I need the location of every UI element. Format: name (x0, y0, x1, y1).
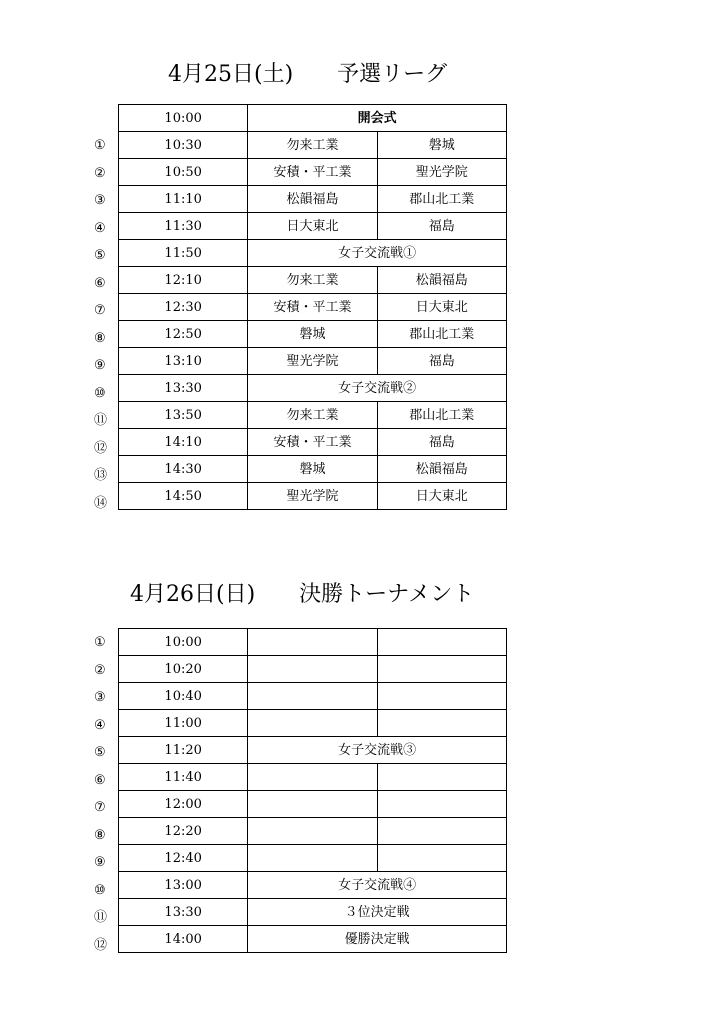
table-row (119, 926, 507, 953)
team-a: 勿来工業 (248, 267, 377, 294)
match-number: ③ (94, 690, 106, 705)
table-row (119, 456, 507, 483)
team-b (377, 629, 506, 656)
match-number: ⑧ (94, 827, 106, 843)
match-number: ⑩ (94, 385, 106, 401)
table-row (119, 186, 507, 213)
match-number: ⑨ (94, 855, 106, 870)
team-a (248, 683, 377, 710)
table-row (119, 764, 507, 791)
day1-title: 4月25日(土) 予選リーグ (168, 62, 448, 87)
match-number: ⑪ (94, 910, 108, 925)
match-time: 11:40 (119, 764, 248, 791)
table-row (119, 294, 507, 321)
match-time: 13:00 (119, 872, 248, 899)
team-b (377, 791, 506, 818)
team-a (248, 710, 377, 737)
table-row (119, 321, 507, 348)
table-row (119, 213, 507, 240)
match-number: ① (94, 138, 106, 153)
match-number: ⑫ (94, 440, 108, 456)
team-a: 松韻福島 (248, 186, 377, 213)
table-row (119, 683, 507, 710)
team-a: 聖光学院 (248, 348, 377, 375)
team-a: 聖光学院 (248, 483, 377, 510)
team-b (377, 764, 506, 791)
team-a (248, 791, 377, 818)
match-time: 12:40 (119, 845, 248, 872)
team-a (248, 845, 377, 872)
match-time: 10:40 (119, 683, 248, 710)
match-time: 10:50 (119, 159, 248, 186)
match-event: ３位決定戦 (248, 899, 507, 926)
team-a: 安積・平工業 (248, 429, 377, 456)
match-event: 女子交流戦③ (248, 737, 507, 764)
team-b: 日大東北 (377, 294, 506, 321)
team-b (377, 710, 506, 737)
match-time: 10:30 (119, 132, 248, 159)
match-time: 11:50 (119, 240, 248, 267)
team-b: 聖光学院 (377, 159, 506, 186)
team-b: 福島 (377, 348, 506, 375)
match-time: 14:30 (119, 456, 248, 483)
match-number: ⑩ (94, 882, 106, 898)
team-a: 磐城 (248, 456, 377, 483)
table-row (119, 348, 507, 375)
match-number: ⑥ (94, 772, 106, 788)
team-a: 安積・平工業 (248, 294, 377, 321)
match-number: ⑦ (94, 303, 106, 318)
team-b: 郡山北工業 (377, 402, 506, 429)
table-row (119, 791, 507, 818)
table-row (119, 240, 507, 267)
table-row (119, 483, 507, 510)
match-time: 13:50 (119, 402, 248, 429)
table-row (119, 737, 507, 764)
team-a: 安積・平工業 (248, 159, 377, 186)
match-time: 12:50 (119, 321, 248, 348)
table-row (119, 818, 507, 845)
match-event: 女子交流戦② (248, 375, 507, 402)
team-a (248, 629, 377, 656)
table-row (119, 402, 507, 429)
match-time: 13:10 (119, 348, 248, 375)
match-time: 14:00 (119, 926, 248, 953)
match-number: ② (94, 662, 106, 678)
match-number: ② (94, 165, 106, 181)
table-row (119, 429, 507, 456)
table-row (119, 656, 507, 683)
match-time: 12:00 (119, 791, 248, 818)
match-number: ⑥ (94, 275, 106, 291)
table-row (119, 710, 507, 737)
table-row (119, 375, 507, 402)
match-time: 13:30 (119, 375, 248, 402)
match-time: 11:00 (119, 710, 248, 737)
team-a (248, 764, 377, 791)
match-event: 女子交流戦① (248, 240, 507, 267)
table-row (119, 629, 507, 656)
opening-ceremony-label: 開会式 (248, 105, 507, 132)
match-number: ⑨ (94, 358, 106, 373)
team-a: 勿来工業 (248, 402, 377, 429)
match-number: ④ (94, 220, 106, 236)
match-number: ⑭ (94, 495, 108, 511)
match-time: 12:20 (119, 818, 248, 845)
team-a: 磐城 (248, 321, 377, 348)
match-number: ⑪ (94, 413, 108, 428)
team-b (377, 818, 506, 845)
team-b (377, 845, 506, 872)
day2-match-numbers (94, 629, 118, 959)
team-a (248, 818, 377, 845)
match-event: 優勝決定戦 (248, 926, 507, 953)
table-row (119, 899, 507, 926)
match-time: 14:10 (119, 429, 248, 456)
team-b: 福島 (377, 213, 506, 240)
team-b: 郡山北工業 (377, 321, 506, 348)
match-number: ③ (94, 193, 106, 208)
match-event: 女子交流戦④ (248, 872, 507, 899)
table-row (119, 845, 507, 872)
team-a: 勿来工業 (248, 132, 377, 159)
table-row (119, 872, 507, 899)
team-b: 松韻福島 (377, 456, 506, 483)
team-b (377, 683, 506, 710)
match-time: 12:10 (119, 267, 248, 294)
team-b (377, 656, 506, 683)
match-number: ⑫ (94, 937, 108, 953)
match-time: 14:50 (119, 483, 248, 510)
opening-time: 10:00 (119, 105, 248, 132)
day1-match-numbers (94, 132, 118, 517)
day2-title: 4月26日(日) 決勝トーナメント (130, 582, 475, 607)
team-b: 磐城 (377, 132, 506, 159)
table-row (119, 159, 507, 186)
team-b: 郡山北工業 (377, 186, 506, 213)
opening-row (119, 105, 507, 132)
match-time: 12:30 (119, 294, 248, 321)
team-b: 日大東北 (377, 483, 506, 510)
match-number: ⑧ (94, 330, 106, 346)
team-a: 日大東北 (248, 213, 377, 240)
table-row (119, 267, 507, 294)
team-b: 松韻福島 (377, 267, 506, 294)
team-b: 福島 (377, 429, 506, 456)
match-number: ⑦ (94, 800, 106, 815)
match-number: ⑤ (94, 248, 106, 263)
match-time: 11:30 (119, 213, 248, 240)
match-time: 10:00 (119, 629, 248, 656)
match-time: 10:20 (119, 656, 248, 683)
table-row (119, 132, 507, 159)
match-number: ① (94, 635, 106, 650)
match-number: ⑤ (94, 745, 106, 760)
day1-schedule-table (118, 104, 507, 510)
match-time: 11:20 (119, 737, 248, 764)
day2-schedule-table (118, 628, 507, 953)
match-number: ⑬ (94, 468, 108, 483)
team-a (248, 656, 377, 683)
match-time: 13:30 (119, 899, 248, 926)
match-number: ④ (94, 717, 106, 733)
match-time: 11:10 (119, 186, 248, 213)
